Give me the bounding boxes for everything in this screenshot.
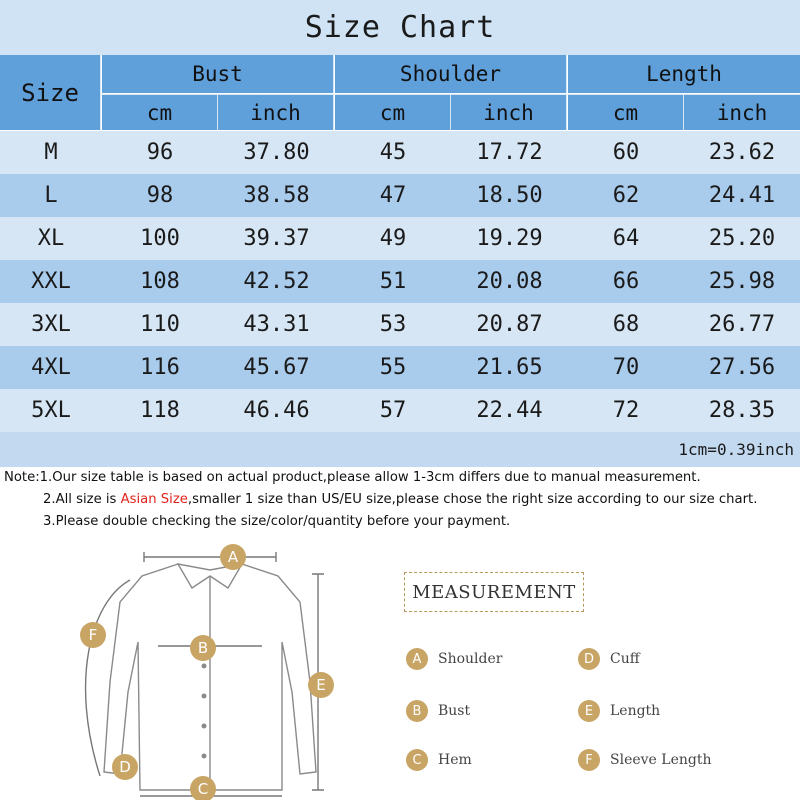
value-cell: 62 (612, 183, 640, 208)
notes-section (0, 466, 800, 538)
value-cell: 100 (140, 226, 180, 251)
legend-a-icon: A (406, 648, 428, 670)
value-cell: 53 (379, 312, 407, 337)
value-cell: 55 (379, 355, 407, 380)
value-cell: 24.41 (708, 183, 776, 208)
legend-label: Sleeve Length (610, 752, 712, 768)
note-line-2 (43, 492, 757, 507)
size-cell: 5XL (31, 398, 71, 423)
value-cell: 60 (612, 140, 640, 165)
size-cell: 3XL (31, 312, 71, 337)
unit-inch-length: inch (684, 94, 800, 130)
unit-cm-length: cm (568, 94, 684, 130)
value-cell: 47 (379, 183, 407, 208)
value-cell: 57 (379, 398, 407, 423)
note-line-2-post: ,smaller 1 size than US/EU size,please chose the right size according to our size chart. (187, 492, 758, 507)
value-cell: 25.20 (708, 226, 776, 251)
value-cell: 20.08 (476, 269, 543, 294)
legend-item-sleeve-length (578, 749, 712, 771)
note-line-2-pre: 2.All size is (43, 492, 121, 507)
size-cell: 4XL (31, 355, 71, 380)
legend-c-icon: C (406, 749, 428, 771)
value-cell: 51 (379, 269, 407, 294)
size-cell: XL (37, 226, 65, 251)
value-cell: 22.44 (476, 398, 543, 423)
value-cell: 118 (140, 398, 180, 423)
legend-item-cuff (578, 648, 640, 670)
size-cell: XXL (31, 269, 71, 294)
note-line-3: 3.Please double checking the size/color/quantity before your payment. (43, 514, 511, 529)
shirt-diagram (60, 542, 360, 800)
unit-cm-bust: cm (102, 94, 218, 130)
asian-size-highlight: Asian Size (120, 492, 188, 507)
legend-label: Length (610, 703, 661, 719)
table-row (0, 303, 800, 346)
value-cell: 45 (379, 140, 407, 165)
table-row (0, 131, 800, 174)
value-cell: 28.35 (708, 398, 776, 423)
table-row (0, 217, 800, 260)
table-row (0, 389, 800, 432)
conversion-note: 1cm=0.39inch (0, 432, 800, 467)
badge-b-icon: B (190, 635, 216, 661)
value-cell: 37.80 (243, 140, 310, 165)
legend-e-icon: E (578, 700, 600, 722)
size-chart-title: Size Chart (0, 0, 800, 55)
value-cell: 72 (612, 398, 640, 423)
value-cell: 45.67 (243, 355, 310, 380)
value-cell: 108 (140, 269, 180, 294)
length-header: Length (568, 55, 800, 93)
bust-header: Bust (102, 55, 334, 93)
value-cell: 64 (612, 226, 640, 251)
size-cell: M (44, 140, 58, 165)
badge-c-icon: C (190, 776, 216, 800)
value-cell: 98 (146, 183, 174, 208)
value-cell: 42.52 (243, 269, 310, 294)
size-cell: L (44, 183, 58, 208)
value-cell: 96 (146, 140, 174, 165)
legend-item-hem (406, 749, 472, 771)
value-cell: 19.29 (476, 226, 543, 251)
value-cell: 43.31 (243, 312, 310, 337)
legend-label: Bust (438, 703, 471, 719)
table-row (0, 346, 800, 389)
legend-label: Shoulder (438, 651, 503, 667)
unit-inch-shoulder: inch (451, 94, 567, 130)
value-cell: 20.87 (476, 312, 543, 337)
unit-cm-shoulder: cm (335, 94, 451, 130)
size-header: Size (0, 55, 101, 130)
value-cell: 23.62 (708, 140, 776, 165)
unit-inch-bust: inch (218, 94, 334, 130)
value-cell: 39.37 (243, 226, 310, 251)
legend-b-icon: B (406, 700, 428, 722)
value-cell: 66 (612, 269, 640, 294)
value-cell: 38.58 (243, 183, 310, 208)
value-cell: 49 (379, 226, 407, 251)
table-row (0, 174, 800, 217)
badge-a-icon: A (220, 544, 246, 570)
value-cell: 70 (612, 355, 640, 380)
legend-item-shoulder (406, 648, 502, 670)
value-cell: 110 (140, 312, 180, 337)
value-cell: 68 (612, 312, 640, 337)
note-line-1: Note:1.Our size table is based on actual product,please allow 1-3cm differs due to manual measurement. (4, 470, 701, 485)
shoulder-header: Shoulder (335, 55, 567, 93)
value-cell: 26.77 (708, 312, 776, 337)
legend-item-length (578, 700, 660, 722)
value-cell: 17.72 (476, 140, 543, 165)
badge-d-icon: D (112, 754, 138, 780)
measurement-title: MEASUREMENT (404, 572, 584, 612)
legend-item-bust (406, 700, 470, 722)
badge-f-icon: F (80, 622, 106, 648)
value-cell: 18.50 (476, 183, 543, 208)
value-cell: 21.65 (476, 355, 543, 380)
value-cell: 27.56 (708, 355, 776, 380)
legend-d-icon: D (578, 648, 600, 670)
shirt-outline-icon (60, 542, 360, 800)
value-cell: 25.98 (708, 269, 776, 294)
value-cell: 116 (140, 355, 180, 380)
legend-label: Cuff (610, 651, 640, 667)
legend-label: Hem (438, 752, 472, 768)
badge-e-icon: E (308, 672, 334, 698)
legend-f-icon: F (578, 749, 600, 771)
table-row (0, 260, 800, 303)
value-cell: 46.46 (243, 398, 310, 423)
